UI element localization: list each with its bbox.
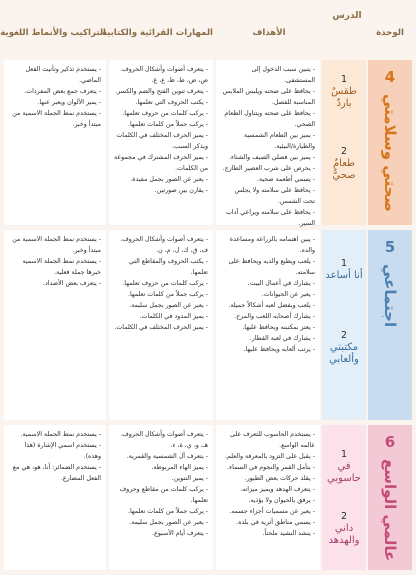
skill-item: - يميز التنوين. <box>171 475 208 482</box>
skill-item: - يتعرف أصوات وأشكال الحروف. <box>120 66 208 73</box>
lesson-number: 2 <box>340 146 348 157</box>
skill-item: - يقارن بين صورتين. <box>154 187 208 194</box>
structure-item: - يتعرف بعض الأضداد. <box>42 280 101 287</box>
goal-item: - يرفق بالحيوان ولا يؤذيه. <box>248 497 315 504</box>
skills-cell <box>109 230 213 420</box>
skill-item: - يركب جملاً من كلمات تعلمها. <box>127 291 208 298</box>
skill-item: - يميز الحرف المختلف في الكلمات. <box>114 324 208 331</box>
skills-cell <box>109 60 213 225</box>
goal-item: - يتبين سبب الدخول إلى المستشفى. <box>251 66 315 84</box>
unit-number: 6 <box>384 433 396 451</box>
goals-cell <box>216 425 320 570</box>
skill-item: - يتعرف أصوات وأشكال الحروف. <box>120 431 208 438</box>
skill-item: - يكتب الحروف والمقاطع التي تعلمها. <box>128 258 208 276</box>
unit-cell <box>368 425 412 570</box>
goal-item: - يميز بين فصلي الصيف والشتاء. <box>229 154 315 161</box>
goal-item: - يشارك أصحابه اللعب والمرح. <box>234 313 315 320</box>
skill-item: - يميز الهاء المربوطة. <box>151 464 208 471</box>
skill-item: - يتعرف أل الشمسية والقمرية. <box>126 453 208 460</box>
skill-item: - يتعرف تنوين الفتح والضم والكسر. <box>115 88 208 95</box>
goal-item: - يعبر عن الحيوانات. <box>261 291 315 298</box>
goal-item: - يحافظ على صحته ويلبس الملابس المناسبة للفصل. <box>222 88 315 106</box>
goal-item: - يشارك في لعبة القطار. <box>249 335 315 342</box>
header-skills: المهارات القرائية والكتابية <box>101 27 213 38</box>
unit-row-4 <box>4 60 412 225</box>
skill-item: - يركب جملاً من كلمات تعلمها. <box>127 508 208 515</box>
structures-cell <box>4 230 106 420</box>
goal-item: - يلعب ويطيع والديه ويحافظ على سلامته. <box>228 258 315 276</box>
goals-cell <box>216 60 320 225</box>
structure-item: - يستخدم نمط الجملة الاسمية من مبتدأ وخبر. <box>12 110 101 128</box>
lesson-name: طقسٌ باردٌ <box>331 86 357 109</box>
skills-cell <box>109 425 213 570</box>
skill-item: ف، ق، ك، ل، م، ن. <box>156 247 208 254</box>
lesson-cell <box>322 425 366 570</box>
lesson-number: 1 <box>340 74 348 85</box>
goal-item: - يسمي مناطق أثرية في بلده. <box>236 519 315 526</box>
goal-item: - يحافظ على سلامته ويراعي آداب السير. <box>225 209 315 227</box>
goal-item: - يستخدم الحاسوب للتعرف على عالمه الواسع. <box>230 431 315 449</box>
unit-cell <box>368 60 412 225</box>
unit-name: اجتماعي <box>381 264 399 328</box>
structure-item: - يستخدم نمط الجملة الاسمية خبرها جملة فعلية. <box>22 258 101 276</box>
lesson-number: 2 <box>340 511 348 522</box>
unit-name: صحتي وسلامتي <box>381 94 399 212</box>
skill-item: - يعبر عن الصور بجمل مفيدة. <box>130 176 208 183</box>
unit-name: عالمي الواسع <box>381 459 399 562</box>
lesson-number: 1 <box>340 449 348 460</box>
skill-item: ص، ض، ط، ظ، ع، غ. <box>151 77 208 84</box>
skill-item: هـ، و، ي، ة، ء. <box>170 442 208 449</box>
lesson-cell <box>322 230 366 420</box>
lesson-name: مكتبتي وألعابي <box>329 342 359 365</box>
structure-item: - يستخدم الضمائر: أنا، هو، هي مع الفعل المضارع. <box>12 464 101 482</box>
goal-item: - يتأمل القمر والنجوم في السماء. <box>227 464 315 471</box>
lesson-item <box>322 511 366 547</box>
lesson-item <box>322 146 366 182</box>
goal-item: - يقبل على التزود بالمعرفة والعلم. <box>224 453 315 460</box>
lesson-item <box>322 74 366 110</box>
goal-item: - يعتز بمكتبته ويحافظ عليها. <box>242 324 315 331</box>
lesson-number: 2 <box>340 330 348 341</box>
goal-item: - يبين اهتمامه بالزراعة ومساعدة والده. <box>229 236 315 254</box>
goal-item: - يرتب ألعابه ويحافظ عليها. <box>243 346 315 353</box>
structure-item: - يستخدم اسمي الإشارة (هذا وهذه). <box>24 442 101 460</box>
lesson-item <box>322 258 366 282</box>
lesson-cell <box>322 60 366 225</box>
skill-item: - يكتب الحروف التي تعلمها. <box>135 99 208 106</box>
goal-item: - يسمي أطعمة صحية. <box>256 176 315 183</box>
structures-cell <box>4 60 106 225</box>
unit-number: 5 <box>384 238 396 256</box>
goal-item: - يحافظ على صحته ويتناول الطعام الصحي. <box>224 110 315 128</box>
skill-item: - يعبر عن الصور بجمل سليمة. <box>129 302 208 309</box>
header-structures: التراكيب والأنماط اللغوية <box>0 27 106 38</box>
lesson-number: 1 <box>340 258 348 269</box>
goal-item: - يعبر عن مسميات أجزاء جسمه. <box>229 508 315 515</box>
lesson-name: داني والهدهد <box>328 523 360 546</box>
skill-item: - يميز الحرف المشترك في مجموعة من الكلمات. <box>114 154 208 172</box>
skill-item: - يركب كلمات من مقاطع وحروف تعلمها. <box>119 486 208 504</box>
lesson-name: أنا أساعد <box>325 270 363 281</box>
skill-item: - يركب كلمات من حروف تعلمها. <box>122 280 208 287</box>
goal-item: - ينشد النشيد ملحناً. <box>262 530 315 537</box>
skill-item: - يعبر عن الصور بجمل سليمة. <box>129 519 208 526</box>
goal-item: - يحرص على شرب العصير الطازج. <box>222 165 315 172</box>
goal-item: - يتعرف الهدهد ويميز ميزاته. <box>240 486 315 493</box>
header-goals: الأهداف <box>252 27 286 38</box>
structure-item: - يستخدم نمط الجملة الاسمية. <box>20 431 101 438</box>
goal-item: - يحافظ على سلامته ولا يجلس تحت الشمس. <box>234 187 315 205</box>
skill-item: - يركب جملاً من كلمات تعلمها. <box>127 121 208 128</box>
structure-item: - يستخدم تذكير وتأنيث الفعل الماضي. <box>25 66 101 84</box>
goal-item: - يشارك في أعمال البيت. <box>247 280 315 287</box>
skill-item: - يتعرف أيام الأسبوع. <box>152 530 208 537</box>
skill-item: - يميز المدود في الكلمات. <box>139 313 208 320</box>
lesson-name: في حاسوبي <box>327 461 361 484</box>
goal-item: - يقلد حركات بعض الطيور. <box>244 475 315 482</box>
unit-cell <box>368 230 412 420</box>
structure-item: - يتعرف جمع بعض المفردات. <box>24 88 101 95</box>
goal-item: - يميز بين الطعام الشمسية والطيارة/البيئية. <box>244 132 315 150</box>
structures-cell <box>4 425 106 570</box>
structure-item: - يميز الألوان ويعبر عنها. <box>37 99 101 106</box>
lesson-item <box>322 449 366 485</box>
goals-cell <box>216 230 320 420</box>
lesson-name: طعامٌ صحيٌّ <box>332 158 356 181</box>
skill-item: - يركب كلمات من حروف تعلمها. <box>122 110 208 117</box>
unit-row-6 <box>4 425 412 570</box>
header-lesson: الدرس <box>332 11 362 21</box>
unit-number: 4 <box>384 68 396 86</box>
skill-item: - يتعرف أصوات وأشكال الحروف. <box>120 236 208 243</box>
lesson-item <box>322 330 366 366</box>
header-unit: الوحدة <box>376 27 404 38</box>
goal-item: - يلعب ويفضل لعبه أشكالاً جميلة. <box>228 302 315 309</box>
structure-item: - يستخدم نمط الجملة الاسمية من مبتدأ وخبر. <box>12 236 101 254</box>
unit-row-5 <box>4 230 412 420</box>
skill-item: - يميز الحرف المختلف في الكلمات ويذكر السبب. <box>116 132 208 150</box>
